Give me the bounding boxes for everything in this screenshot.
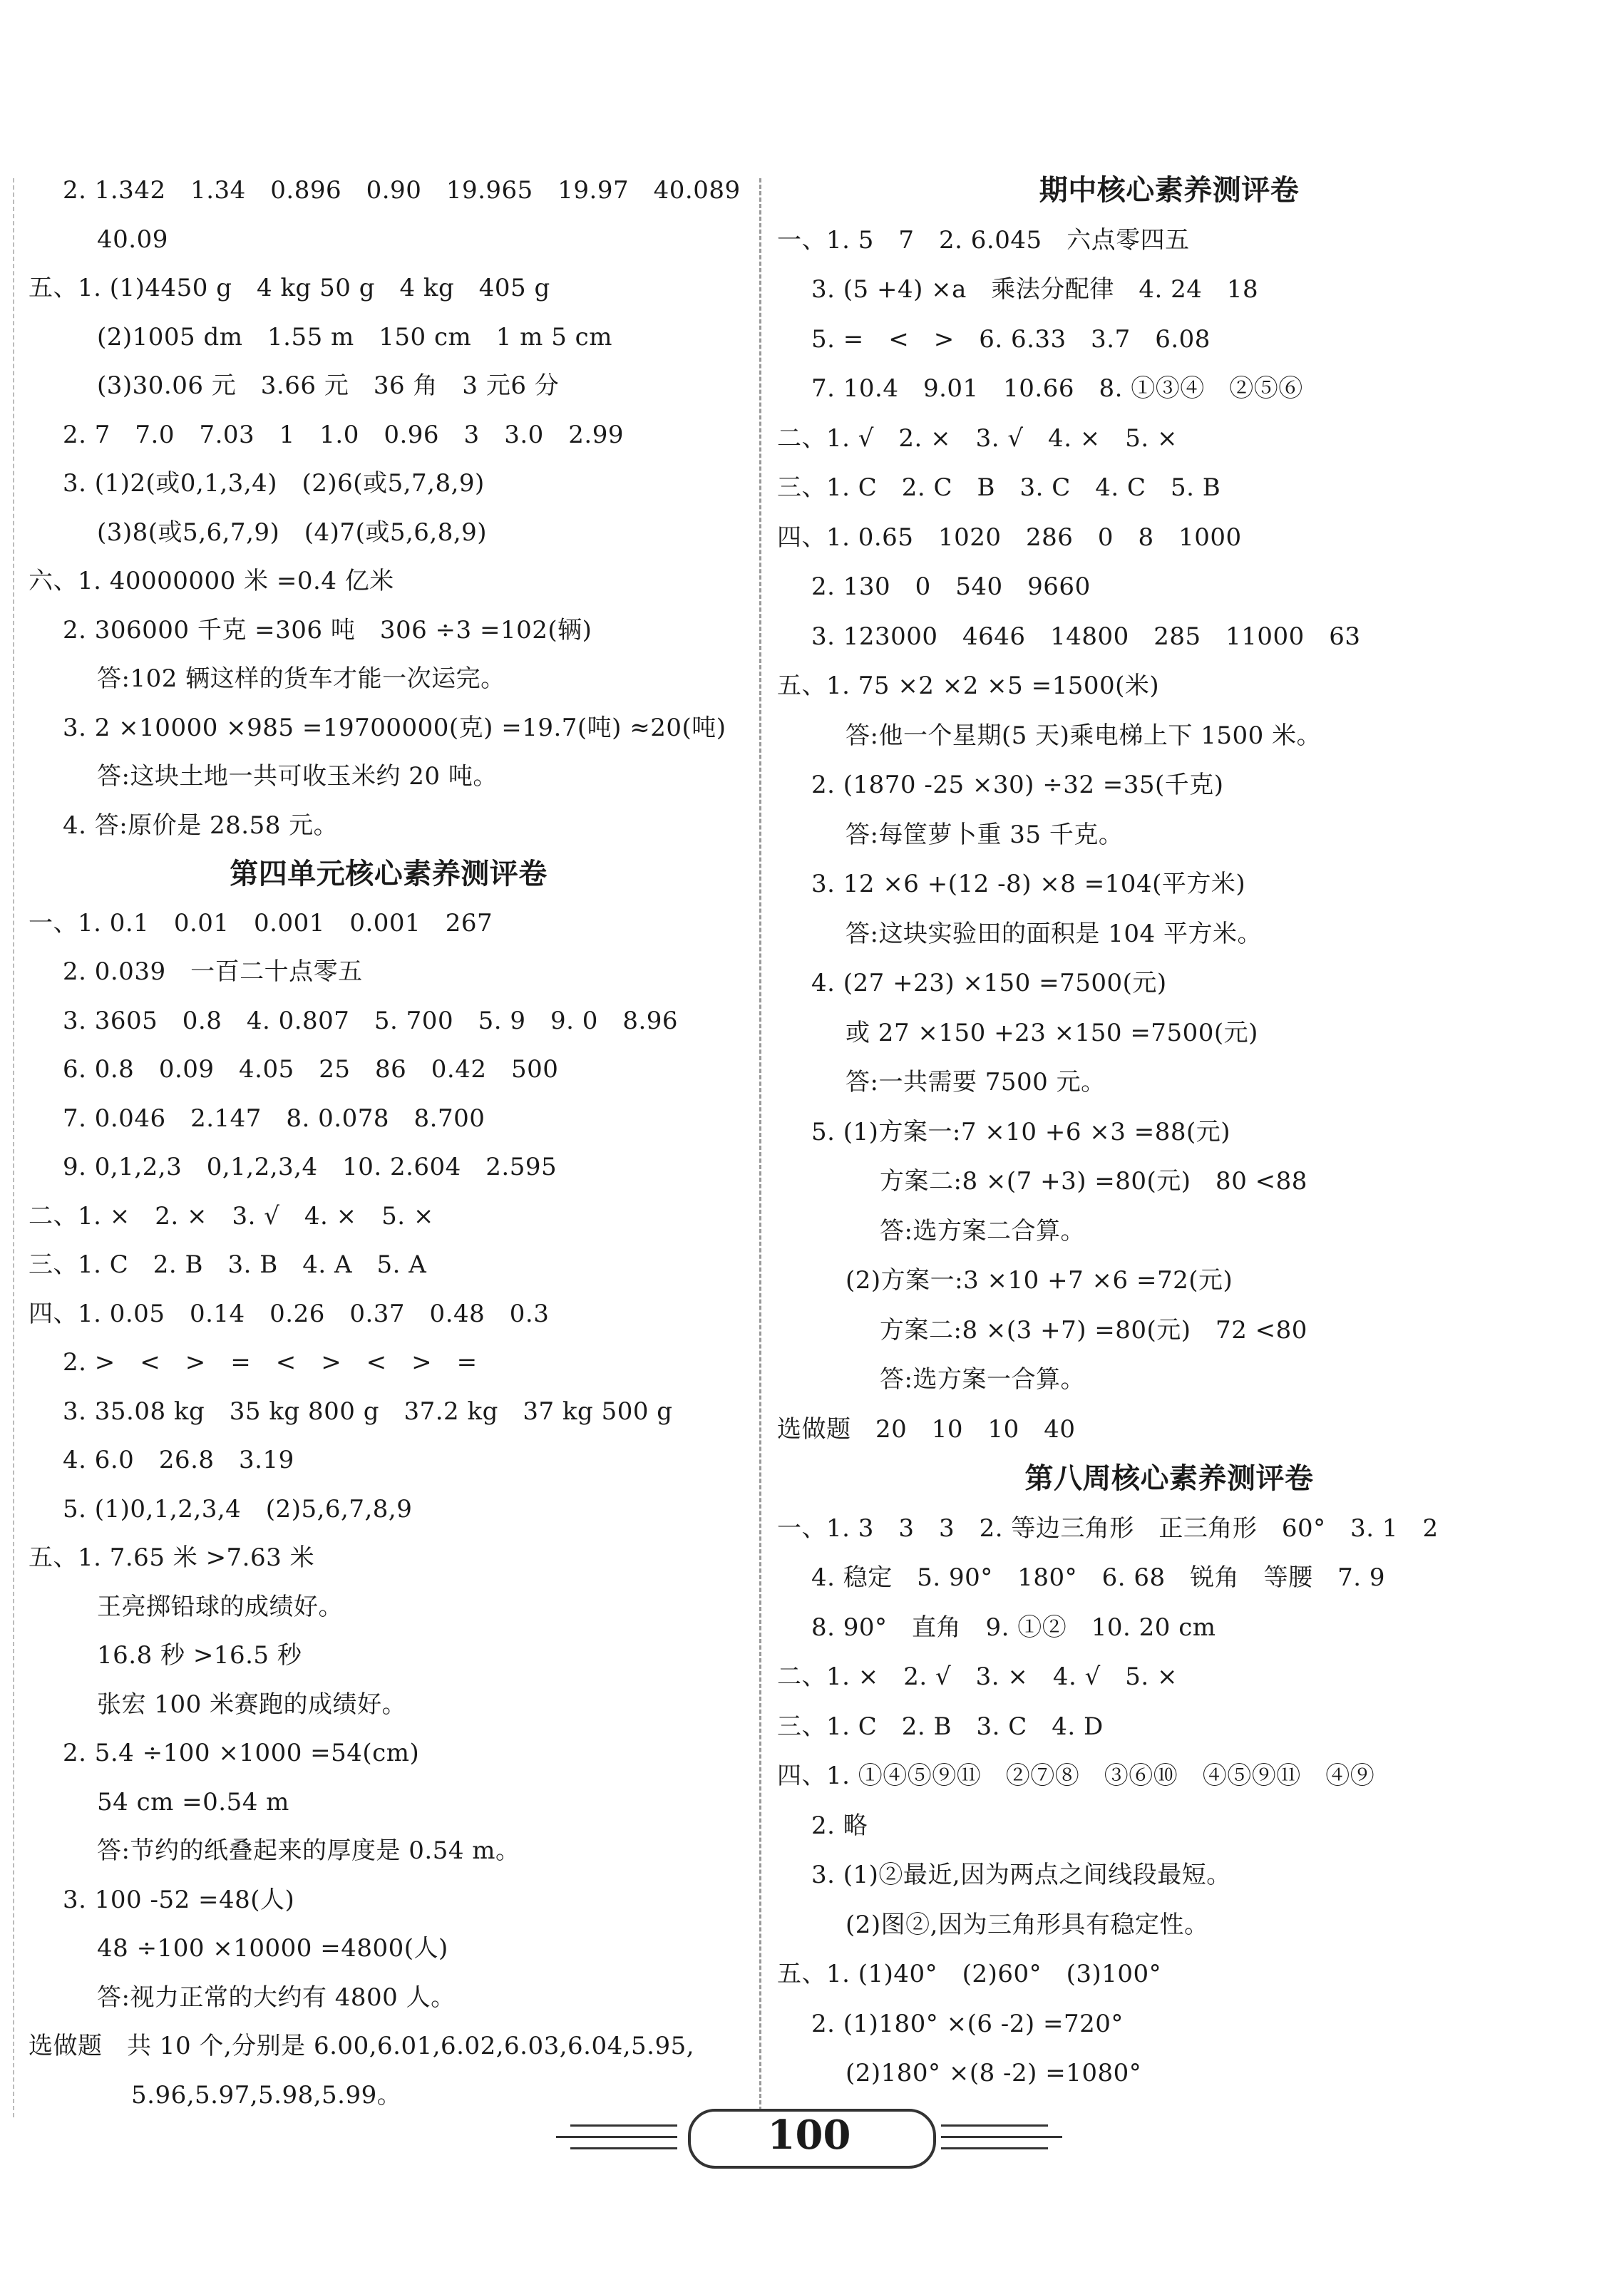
page-number: 100 xyxy=(767,2112,851,2159)
answer-line: 选做题 20 10 10 40 xyxy=(777,1414,1076,1444)
answer-line: 3. (1)2(或0,1,3,4) (2)6(或5,7,8,9) xyxy=(63,469,485,498)
section-heading: 第四单元核心素养测评卷 xyxy=(230,858,548,890)
answer-line: 方案二:8 ×(7 +3) =80(元) 80 <88 xyxy=(880,1167,1307,1196)
answer-line: 3. 3605 0.8 4. 0.807 5. 700 5. 9 9. 0 8.96 xyxy=(63,1006,679,1035)
answer-line: 4. 稳定 5. 90° 180° 6. 68 锐角 等腰 7. 9 xyxy=(811,1563,1386,1592)
answer-line: (2)180° ×(8 -2) =1080° xyxy=(846,2059,1142,2087)
column-separator xyxy=(759,178,761,2117)
answer-line: 2. 0.039 一百二十点零五 xyxy=(63,957,363,986)
answer-line: 五、1. 7.65 米 >7.63 米 xyxy=(29,1543,315,1572)
answer-line: 六、1. 40000000 米 =0.4 亿米 xyxy=(29,567,394,595)
answer-line: 2. 略 xyxy=(811,1811,868,1840)
footer-rule xyxy=(556,2136,677,2138)
answer-line: 2. 7 7.0 7.03 1 1.0 0.96 3 3.0 2.99 xyxy=(63,420,624,449)
answer-line: 五、1. 75 ×2 ×2 ×5 =1500(米) xyxy=(777,672,1160,700)
answer-line: 三、1. C 2. C B 3. C 4. C 5. B xyxy=(777,473,1221,502)
answer-line: 54 cm =0.54 m xyxy=(97,1787,289,1816)
answer-line: (2)方案一:3 ×10 +7 ×6 =72(元) xyxy=(846,1266,1233,1295)
answer-line: 7. 0.046 2.147 8. 0.078 8.700 xyxy=(63,1104,485,1133)
answer-line: 答:每筐萝卜重 35 千克。 xyxy=(846,820,1124,849)
answer-line: 4. 答:原价是 28.58 元。 xyxy=(63,811,339,840)
answer-line: (3)30.06 元 3.66 元 36 角 3 元6 分 xyxy=(97,371,560,400)
footer-rule xyxy=(941,2124,1048,2127)
answer-line: (2)图②,因为三角形具有稳定性。 xyxy=(846,1910,1209,1939)
answer-line: 三、1. C 2. B 3. C 4. D xyxy=(777,1712,1104,1741)
answer-line: 二、1. × 2. √ 3. × 4. √ 5. × xyxy=(777,1662,1178,1691)
answer-line: 5.96,5.97,5.98,5.99。 xyxy=(131,2080,402,2109)
answer-line: 3. (1)②最近,因为两点之间线段最短。 xyxy=(811,1861,1231,1889)
answer-line: 2. (1870 -25 ×30) ÷32 =35(千克) xyxy=(811,771,1224,799)
answer-line: 答:这块实验田的面积是 104 平方米。 xyxy=(846,919,1262,948)
answer-line: 答:节约的纸叠起来的厚度是 0.54 m。 xyxy=(97,1836,520,1865)
footer-rule xyxy=(941,2147,1048,2149)
page-footer xyxy=(0,2096,1624,2181)
footer-rule xyxy=(570,2124,677,2127)
footer-rule xyxy=(941,2136,1062,2138)
answer-line: 五、1. (1)40° (2)60° (3)100° xyxy=(777,1960,1162,1988)
answer-line: 王亮掷铅球的成绩好。 xyxy=(97,1592,343,1621)
answer-line: 9. 0,1,2,3 0,1,2,3,4 10. 2.604 2.595 xyxy=(63,1153,557,1181)
answer-line: 16.8 秒 >16.5 秒 xyxy=(97,1641,302,1670)
answer-line: 8. 90° 直角 9. ①② 10. 20 cm xyxy=(811,1613,1216,1642)
answer-line: 二、1. × 2. × 3. √ 4. × 5. × xyxy=(29,1201,434,1230)
answer-line: 一、1. 3 3 3 2. 等边三角形 正三角形 60° 3. 1 2 xyxy=(777,1513,1439,1543)
answer-line: 答:选方案二合算。 xyxy=(880,1216,1085,1245)
answer-line: 4. 6.0 26.8 3.19 xyxy=(63,1446,294,1474)
answer-line: 选做题 共 10 个,分别是 6.00,6.01,6.02,6.03,6.04,5.95, xyxy=(29,2032,695,2060)
answer-line: 方案二:8 ×(3 +7) =80(元) 72 <80 xyxy=(880,1315,1307,1345)
answer-line: 五、1. (1)4450 g 4 kg 50 g 4 kg 405 g xyxy=(29,274,550,302)
section-heading: 期中核心素养测评卷 xyxy=(1039,174,1300,207)
answer-line: 答:视力正常的大约有 4800 人。 xyxy=(97,1983,456,2012)
answer-line: 7. 10.4 9.01 10.66 8. ①③④ ②⑤⑥ xyxy=(811,374,1303,403)
answer-line: 2. > < > = < > < > = xyxy=(63,1348,478,1377)
answer-line: (3)8(或5,6,7,9) (4)7(或5,6,8,9) xyxy=(97,518,488,547)
answer-line: 48 ÷100 ×10000 =4800(人) xyxy=(97,1934,448,1963)
answer-line: 答:他一个星期(5 天)乘电梯上下 1500 米。 xyxy=(846,721,1322,750)
answer-line: (2)1005 dm 1.55 m 150 cm 1 m 5 cm xyxy=(97,322,612,351)
answer-line: 答:这块土地一共可收玉米约 20 吨。 xyxy=(97,762,498,791)
answer-line: 三、1. C 2. B 3. B 4. A 5. A xyxy=(29,1250,427,1279)
answer-line: 2. 1.342 1.34 0.896 0.90 19.965 19.97 40.089 xyxy=(63,176,741,205)
answer-line: 40.09 xyxy=(97,225,168,254)
answer-line: 2. 130 0 540 9660 xyxy=(811,572,1091,601)
answer-line: 6. 0.8 0.09 4.05 25 86 0.42 500 xyxy=(63,1055,559,1084)
answer-line: 2. 5.4 ÷100 ×1000 =54(cm) xyxy=(63,1739,420,1767)
answer-line: 四、1. ①④⑤⑨⑪ ②⑦⑧ ③⑥⑩ ④⑤⑨⑪ ④⑨ xyxy=(777,1762,1375,1790)
answer-line: 一、1. 5 7 2. 6.045 六点零四五 xyxy=(777,225,1190,255)
answer-line: 答:102 辆这样的货车才能一次运完。 xyxy=(97,664,505,693)
answer-line: 2. (1)180° ×(6 -2) =720° xyxy=(811,2009,1124,2038)
answer-line: 5. (1)0,1,2,3,4 (2)5,6,7,8,9 xyxy=(63,1494,413,1523)
answer-line: 3. 100 -52 =48(人) xyxy=(63,1885,295,1914)
answer-line: 2. 306000 千克 =306 吨 306 ÷3 =102(辆) xyxy=(63,615,592,644)
answer-line: 5. (1)方案一:7 ×10 +6 ×3 =88(元) xyxy=(811,1117,1230,1146)
answer-line: 3. (5 +4) ×a 乘法分配律 4. 24 18 xyxy=(811,275,1259,304)
answer-line: 二、1. √ 2. × 3. √ 4. × 5. × xyxy=(777,423,1178,453)
answer-line: 3. 123000 4646 14800 285 11000 63 xyxy=(811,622,1361,651)
answer-line: 答:选方案一合算。 xyxy=(880,1365,1085,1394)
left-margin-rule xyxy=(13,178,14,2117)
footer-rule xyxy=(570,2147,677,2149)
answer-line: 一、1. 0.1 0.01 0.001 0.001 267 xyxy=(29,908,493,937)
answer-line: 3. 2 ×10000 ×985 =19700000(克) =19.7(吨) ≈20(吨) xyxy=(63,713,726,742)
answer-line: 4. (27 +23) ×150 =7500(元) xyxy=(811,969,1167,997)
section-heading: 第八周核心素养测评卷 xyxy=(1024,1462,1314,1495)
answer-line: 答:一共需要 7500 元。 xyxy=(846,1068,1106,1096)
answer-line: 张宏 100 米赛跑的成绩好。 xyxy=(97,1690,407,1719)
answer-line: 5. = < > 6. 6.33 3.7 6.08 xyxy=(811,324,1211,354)
answer-line: 四、1. 0.65 1020 286 0 8 1000 xyxy=(777,523,1242,552)
answer-line: 3. 35.08 kg 35 kg 800 g 37.2 kg 37 kg 500 g xyxy=(63,1397,673,1426)
answer-line: 3. 12 ×6 +(12 -8) ×8 =104(平方米) xyxy=(811,870,1246,898)
answer-line: 四、1. 0.05 0.14 0.26 0.37 0.48 0.3 xyxy=(29,1299,550,1328)
answer-line: 或 27 ×150 +23 ×150 =7500(元) xyxy=(846,1018,1258,1047)
